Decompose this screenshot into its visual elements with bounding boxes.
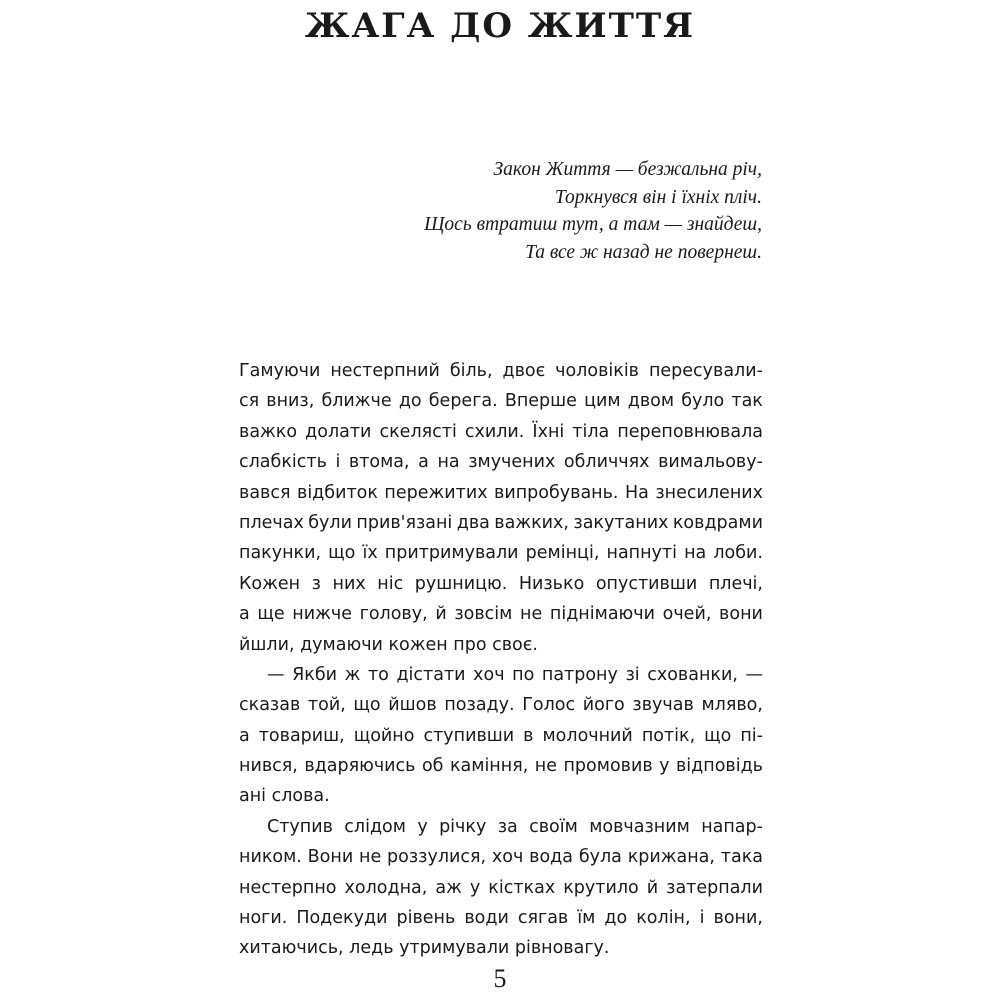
word: схили. [464, 421, 525, 442]
word: утримували [399, 938, 515, 959]
word: випробувань. [494, 482, 619, 503]
word: рушницю. [414, 573, 508, 594]
word: нився, [239, 756, 298, 777]
word: і [335, 452, 341, 473]
word: об [421, 756, 444, 777]
epigraph-line: Та все ж назад не повернеш. [525, 241, 762, 263]
word: своє. [492, 634, 538, 655]
word: вони [719, 604, 763, 625]
word: так [731, 391, 763, 412]
text-line [239, 508, 763, 538]
text-line [239, 538, 763, 568]
word: піднімаючи [549, 604, 655, 625]
word: ся [239, 391, 260, 412]
text-line [239, 478, 763, 508]
word: Їхні [532, 421, 565, 442]
word: зі [625, 664, 640, 685]
word: відповідь [675, 756, 763, 777]
word: мляво, [701, 695, 763, 716]
word: в [523, 725, 534, 746]
word: й [435, 604, 447, 625]
text-line [239, 903, 763, 933]
word: до [398, 391, 422, 412]
word: аж [435, 877, 462, 898]
word: нижче [292, 604, 352, 625]
word: рівень [396, 908, 456, 929]
word: що [328, 543, 356, 564]
word: ледь [349, 938, 400, 959]
word: вода [529, 847, 573, 868]
word: а [418, 452, 429, 473]
word: ноги. [239, 908, 288, 929]
word: очей, [662, 604, 712, 625]
word: — [267, 664, 285, 685]
word: відбиток [297, 482, 378, 503]
word: не [359, 847, 382, 868]
word: — [745, 664, 763, 685]
word: На [624, 482, 649, 503]
word: ковдрами [672, 512, 763, 533]
body-text [239, 356, 763, 964]
word: кожен [388, 634, 454, 655]
epigraph-line: Торкнувся він і їхніх пліч. [554, 186, 762, 208]
word: звучав [632, 695, 694, 716]
chapter-title: ЖАГА ДО ЖИТТЯ [304, 6, 696, 46]
word: своїм [529, 816, 578, 837]
word: Вперше [504, 391, 577, 412]
word: пі- [740, 725, 763, 746]
word: цим [584, 391, 621, 412]
word: за [497, 816, 518, 837]
word: схованки, [647, 664, 738, 685]
word: біль, [449, 361, 493, 381]
word: Вони [307, 847, 354, 868]
word: притримували [384, 543, 519, 564]
word: сказав [239, 695, 301, 716]
word: була [578, 847, 622, 868]
text-line [239, 356, 763, 386]
word: крижана, [627, 847, 715, 868]
word: на [684, 543, 707, 564]
word: хоч [473, 664, 505, 685]
text-line [239, 873, 763, 903]
word: вниз, [266, 391, 315, 412]
text-line [239, 721, 763, 751]
text-line [239, 933, 763, 963]
word: ремінці, [525, 543, 600, 564]
word: нестерпний [330, 361, 440, 381]
text-line [239, 660, 763, 690]
word: пакунки, [239, 543, 322, 564]
word: холодна, [344, 877, 428, 898]
word: двоє [502, 361, 546, 381]
text-line [239, 447, 763, 477]
word: його [582, 695, 625, 716]
word: промовив [563, 756, 653, 777]
page-number: 5 [493, 964, 507, 993]
word: берега. [428, 391, 498, 412]
text-line [239, 842, 763, 872]
word: вдаряючись [304, 756, 416, 777]
word: їм [577, 908, 596, 929]
word: них [332, 573, 366, 594]
word: сягав [517, 908, 569, 929]
word: були [308, 512, 352, 533]
text-line [239, 690, 763, 720]
word: вимальову- [658, 452, 763, 473]
word: скелясті [379, 421, 457, 442]
word: напнуті [606, 543, 677, 564]
word: йшли, [239, 634, 301, 655]
word: обличчях [563, 452, 650, 473]
word: й [646, 877, 659, 898]
word: долати [305, 421, 372, 442]
word: у [659, 756, 670, 777]
word: знесилених [655, 482, 763, 503]
word: Голос [522, 695, 576, 716]
word: то [367, 664, 389, 685]
word: дістати [396, 664, 466, 685]
word: ближче [321, 391, 392, 412]
text-line [239, 751, 763, 781]
word: закутаних [573, 512, 669, 533]
word: ще [257, 604, 285, 625]
word: ані [239, 786, 272, 807]
word: вони, [713, 908, 763, 929]
word: а [239, 604, 250, 625]
word: хитаючись, [239, 938, 350, 959]
word: пережитих [384, 482, 488, 503]
word: їх [362, 543, 378, 564]
text-line [239, 630, 763, 660]
word: хоч [491, 847, 524, 868]
word: важких, [494, 512, 569, 533]
word: той, [307, 695, 346, 716]
word: зовсім [454, 604, 513, 625]
word: не [534, 756, 557, 777]
word: було [681, 391, 725, 412]
word: з [311, 573, 321, 594]
word: що [353, 695, 381, 716]
epigraph-line: Щось втратиш тут, а там — знайдеш, [424, 214, 762, 235]
word: на [437, 452, 460, 473]
epigraph [424, 156, 762, 266]
word: і [699, 908, 705, 929]
word: не [520, 604, 543, 625]
word: річку [439, 816, 487, 837]
word: пересували- [648, 361, 763, 381]
word: нестерпно [239, 877, 337, 898]
word: слідом [344, 816, 406, 837]
word: Ступив [267, 816, 333, 837]
word: Подекуди [296, 908, 388, 929]
word: Якби [292, 664, 337, 685]
text-line [239, 812, 763, 842]
word: змучених [468, 452, 556, 473]
word: така [720, 847, 763, 868]
word: каміння, [449, 756, 529, 777]
word: по [512, 664, 535, 685]
word: важко [239, 421, 298, 442]
word: про [453, 634, 493, 655]
word: прив'язані [356, 512, 453, 533]
word: затерпали [666, 877, 763, 898]
word: позаду. [444, 695, 515, 716]
text-line [239, 569, 763, 599]
word: колін, [636, 908, 691, 929]
word: що [704, 725, 732, 746]
text-line [239, 781, 763, 811]
word: переповнювала [617, 421, 763, 442]
word: вався [239, 482, 291, 503]
word: роззулися, [387, 847, 487, 868]
text-line [239, 386, 763, 416]
word: ником. [239, 847, 302, 868]
word: товариш, [258, 725, 345, 746]
word: голову, [359, 604, 428, 625]
word: кістках [488, 877, 556, 898]
word: у [417, 816, 428, 837]
word: ж [344, 664, 361, 685]
word: тіла [572, 421, 610, 442]
epigraph-line: Закон Життя — безжальна річ, [493, 159, 762, 180]
word: йшов [388, 695, 437, 716]
word: потік, [641, 725, 696, 746]
word: ніс [377, 573, 404, 594]
word: до [604, 908, 628, 929]
word: лоби. [713, 543, 763, 564]
word: Низько [518, 573, 585, 594]
word: чоловіків [555, 361, 640, 381]
word: ступивши [423, 725, 515, 746]
word: щойно [353, 725, 415, 746]
word: слова. [271, 786, 330, 807]
word: молочний [542, 725, 633, 746]
word: опустивши [595, 573, 698, 594]
word: плечах [239, 512, 304, 533]
word: крутило [563, 877, 639, 898]
word: двом [627, 391, 675, 412]
word: рівновагу. [514, 938, 610, 959]
word: слабкість [239, 452, 327, 473]
word: у [469, 877, 481, 898]
word: патрону [541, 664, 618, 685]
word: води [464, 908, 509, 929]
word: думаючи [300, 634, 389, 655]
word: а [239, 725, 250, 746]
text-line [239, 599, 763, 629]
text-line [239, 417, 763, 447]
word: Гамуючи [239, 361, 321, 381]
word: мовчазним [589, 816, 690, 837]
word: напар- [701, 816, 763, 837]
word: плечі, [708, 573, 763, 594]
word: два [456, 512, 490, 533]
word: втома, [348, 452, 410, 473]
word: Кожен [239, 573, 301, 594]
